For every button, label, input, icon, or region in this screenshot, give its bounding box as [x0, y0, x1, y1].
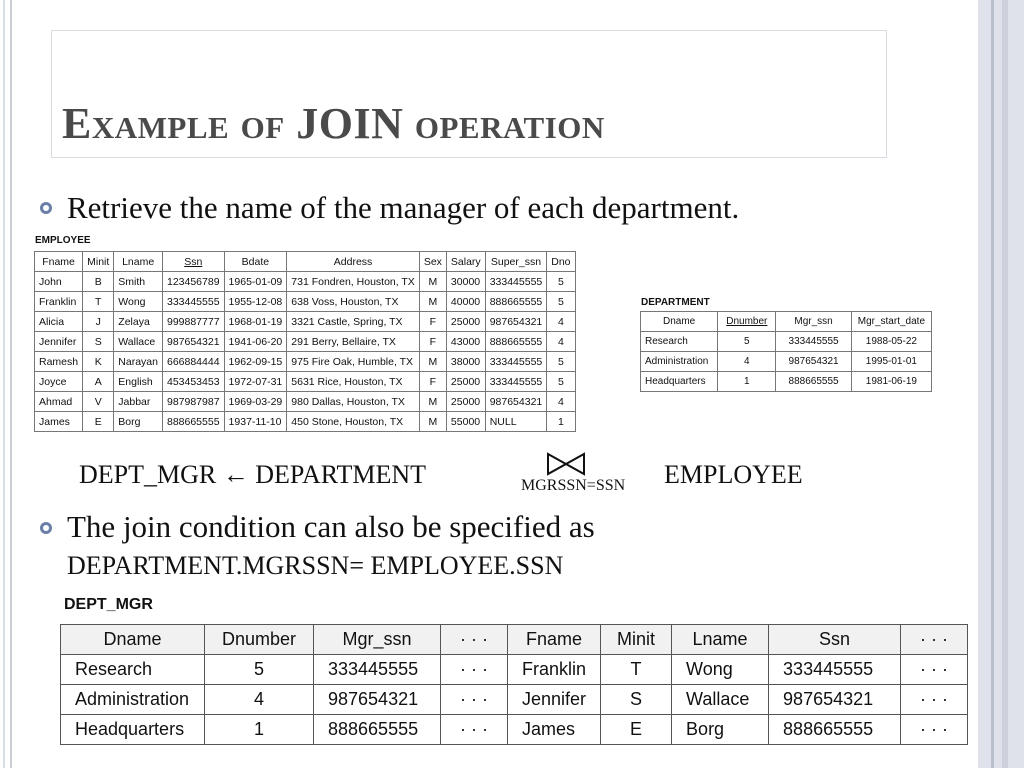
table-cell: Borg: [114, 412, 163, 432]
table-cell: Administration: [641, 352, 718, 372]
table-cell: B: [83, 272, 114, 292]
table-cell: 888665555: [485, 332, 547, 352]
column-header: · · ·: [901, 625, 968, 655]
column-header: Lname: [114, 252, 163, 272]
table-row: [35, 272, 576, 292]
table-cell: Wallace: [672, 685, 769, 715]
slide-right-line: [991, 0, 994, 768]
table-cell: 5: [718, 332, 776, 352]
join-condition-subscript: MGRSSN=SSN: [521, 477, 626, 494]
bullet-text-2: The join condition can also be specified as: [67, 509, 595, 544]
table-cell: 999887777: [162, 312, 224, 332]
join-formula-left: DEPT_MGR ← DEPARTMENT: [79, 460, 427, 489]
table-cell: 55000: [446, 412, 485, 432]
table-cell: 888665555: [776, 372, 851, 392]
column-header: Minit: [601, 625, 672, 655]
table-cell: 123456789: [162, 272, 224, 292]
table-row: [35, 312, 576, 332]
table-cell: 888665555: [485, 292, 547, 312]
table-cell: 25000: [446, 392, 485, 412]
table-cell: 1955-12-08: [224, 292, 287, 312]
table-cell: J: [83, 312, 114, 332]
slide-title: Example of JOIN operation: [62, 99, 605, 148]
table-cell: T: [83, 292, 114, 312]
table-cell: S: [83, 332, 114, 352]
table-cell: F: [419, 332, 446, 352]
table-cell: 40000: [446, 292, 485, 312]
table-cell: Research: [641, 332, 718, 352]
table-cell: 1937-11-10: [224, 412, 287, 432]
table-cell: 987654321: [485, 392, 547, 412]
table-cell: Franklin: [508, 655, 601, 685]
table-cell: 333445555: [485, 372, 547, 392]
table-cell: M: [419, 272, 446, 292]
table-cell: 4: [547, 392, 575, 412]
table-cell: Ramesh: [35, 352, 83, 372]
column-header: Dname: [641, 312, 718, 332]
table-cell: 638 Voss, Houston, TX: [287, 292, 420, 312]
table-cell: Franklin: [35, 292, 83, 312]
table-row: [35, 332, 576, 352]
table-cell: 888665555: [769, 715, 901, 745]
column-header: Dname: [61, 625, 205, 655]
column-header: Dnumber: [205, 625, 314, 655]
table-row: [61, 685, 968, 715]
column-header: Mgr_start_date: [851, 312, 931, 332]
bullet-text-1: Retrieve the name of the manager of each department.: [67, 190, 740, 225]
table-cell: M: [419, 412, 446, 432]
table-cell: 1968-01-19: [224, 312, 287, 332]
table-cell: English: [114, 372, 163, 392]
column-header: Address: [287, 252, 420, 272]
table-row: [641, 332, 932, 352]
table-cell: Research: [61, 655, 205, 685]
table-cell: · · ·: [901, 685, 968, 715]
column-header: Sex: [419, 252, 446, 272]
table-cell: 450 Stone, Houston, TX: [287, 412, 420, 432]
table-row: [61, 655, 968, 685]
table-cell: M: [419, 352, 446, 372]
slide-left-border: [0, 0, 12, 768]
table-cell: V: [83, 392, 114, 412]
table-row: [641, 352, 932, 372]
table-cell: 333445555: [485, 272, 547, 292]
table-cell: Joyce: [35, 372, 83, 392]
table-cell: Wallace: [114, 332, 163, 352]
table-cell: Headquarters: [641, 372, 718, 392]
table-cell: · · ·: [441, 655, 508, 685]
table-cell: Alicia: [35, 312, 83, 332]
table-cell: · · ·: [441, 685, 508, 715]
table-cell: 4: [547, 312, 575, 332]
employee-table: [34, 251, 576, 432]
table-cell: T: [601, 655, 672, 685]
table-cell: 453453453: [162, 372, 224, 392]
table-cell: 1972-07-31: [224, 372, 287, 392]
bullet-icon: [40, 202, 52, 214]
table-cell: 4: [547, 332, 575, 352]
table-cell: 1969-03-29: [224, 392, 287, 412]
join-condition-expression: DEPARTMENT.MGRSSN= EMPLOYEE.SSN: [67, 551, 564, 580]
table-cell: 5: [547, 372, 575, 392]
table-cell: · · ·: [901, 715, 968, 745]
table-row: [35, 412, 576, 432]
table-cell: 25000: [446, 312, 485, 332]
table-cell: 25000: [446, 372, 485, 392]
table-cell: Borg: [672, 715, 769, 745]
table-row: [61, 715, 968, 745]
column-header: Ssn: [162, 252, 224, 272]
table-cell: Zelaya: [114, 312, 163, 332]
table-cell: 980 Dallas, Houston, TX: [287, 392, 420, 412]
table-cell: 5: [547, 352, 575, 372]
column-header: Dnumber: [718, 312, 776, 332]
table-cell: 291 Berry, Bellaire, TX: [287, 332, 420, 352]
table-row: [641, 372, 932, 392]
table-cell: 333445555: [769, 655, 901, 685]
table-cell: 333445555: [776, 332, 851, 352]
table-row: [35, 372, 576, 392]
column-header: Super_ssn: [485, 252, 547, 272]
table-cell: 1941-06-20: [224, 332, 287, 352]
column-header: Lname: [672, 625, 769, 655]
table-cell: · · ·: [901, 655, 968, 685]
table-cell: 731 Fondren, Houston, TX: [287, 272, 420, 292]
column-header: Dno: [547, 252, 575, 272]
table-cell: 888665555: [162, 412, 224, 432]
table-cell: M: [419, 292, 446, 312]
table-cell: Headquarters: [61, 715, 205, 745]
table-cell: F: [419, 372, 446, 392]
table-cell: 5: [547, 292, 575, 312]
table-cell: Jennifer: [35, 332, 83, 352]
table-cell: E: [601, 715, 672, 745]
column-header: Bdate: [224, 252, 287, 272]
table-cell: Narayan: [114, 352, 163, 372]
table-cell: Jennifer: [508, 685, 601, 715]
join-formula-right: EMPLOYEE: [664, 460, 803, 489]
table-cell: 1988-05-22: [851, 332, 931, 352]
table-cell: John: [35, 272, 83, 292]
table-cell: M: [419, 392, 446, 412]
table-cell: 1: [547, 412, 575, 432]
table-cell: 333445555: [485, 352, 547, 372]
table-cell: 5: [205, 655, 314, 685]
table-cell: 987654321: [776, 352, 851, 372]
table-cell: 1: [718, 372, 776, 392]
table-cell: Administration: [61, 685, 205, 715]
table-cell: 1995-01-01: [851, 352, 931, 372]
table-cell: 1981-06-19: [851, 372, 931, 392]
column-header: Fname: [35, 252, 83, 272]
table-row: [35, 292, 576, 312]
table-cell: A: [83, 372, 114, 392]
table-cell: S: [601, 685, 672, 715]
table-cell: 5631 Rice, Houston, TX: [287, 372, 420, 392]
column-header: Ssn: [769, 625, 901, 655]
table-cell: 30000: [446, 272, 485, 292]
table-cell: 333445555: [314, 655, 441, 685]
column-header: · · ·: [441, 625, 508, 655]
dept-mgr-caption: DEPT_MGR: [64, 596, 153, 613]
table-cell: 1: [205, 715, 314, 745]
column-header: Minit: [83, 252, 114, 272]
table-cell: F: [419, 312, 446, 332]
table-cell: 38000: [446, 352, 485, 372]
table-cell: 43000: [446, 332, 485, 352]
table-cell: NULL: [485, 412, 547, 432]
table-cell: 4: [205, 685, 314, 715]
table-row: [35, 352, 576, 372]
table-cell: 987654321: [314, 685, 441, 715]
bullet-icon: [40, 522, 52, 534]
table-cell: 4: [718, 352, 776, 372]
table-cell: James: [508, 715, 601, 745]
table-cell: 333445555: [162, 292, 224, 312]
column-header: Salary: [446, 252, 485, 272]
table-cell: Wong: [114, 292, 163, 312]
table-cell: 888665555: [314, 715, 441, 745]
column-header: Fname: [508, 625, 601, 655]
table-cell: James: [35, 412, 83, 432]
table-cell: 5: [547, 272, 575, 292]
table-cell: E: [83, 412, 114, 432]
department-caption: DEPARTMENT: [641, 297, 710, 308]
table-cell: 987654321: [769, 685, 901, 715]
table-cell: · · ·: [441, 715, 508, 745]
table-row: [35, 392, 576, 412]
table-cell: 987987987: [162, 392, 224, 412]
table-cell: Wong: [672, 655, 769, 685]
slide-right-line: [1002, 0, 1008, 768]
table-cell: 3321 Castle, Spring, TX: [287, 312, 420, 332]
table-cell: Ahmad: [35, 392, 83, 412]
table-cell: 987654321: [162, 332, 224, 352]
table-cell: 666884444: [162, 352, 224, 372]
employee-caption: EMPLOYEE: [35, 235, 91, 246]
dept-mgr-table: [60, 624, 968, 745]
column-header: Mgr_ssn: [314, 625, 441, 655]
table-cell: 1962-09-15: [224, 352, 287, 372]
column-header: Mgr_ssn: [776, 312, 851, 332]
table-cell: K: [83, 352, 114, 372]
slide-left-border-line: [3, 0, 5, 768]
table-cell: 987654321: [485, 312, 547, 332]
table-cell: Jabbar: [114, 392, 163, 412]
table-cell: 975 Fire Oak, Humble, TX: [287, 352, 420, 372]
department-table: [640, 311, 932, 392]
table-cell: 1965-01-09: [224, 272, 287, 292]
table-cell: Smith: [114, 272, 163, 292]
slide-right-band: [978, 0, 1024, 768]
